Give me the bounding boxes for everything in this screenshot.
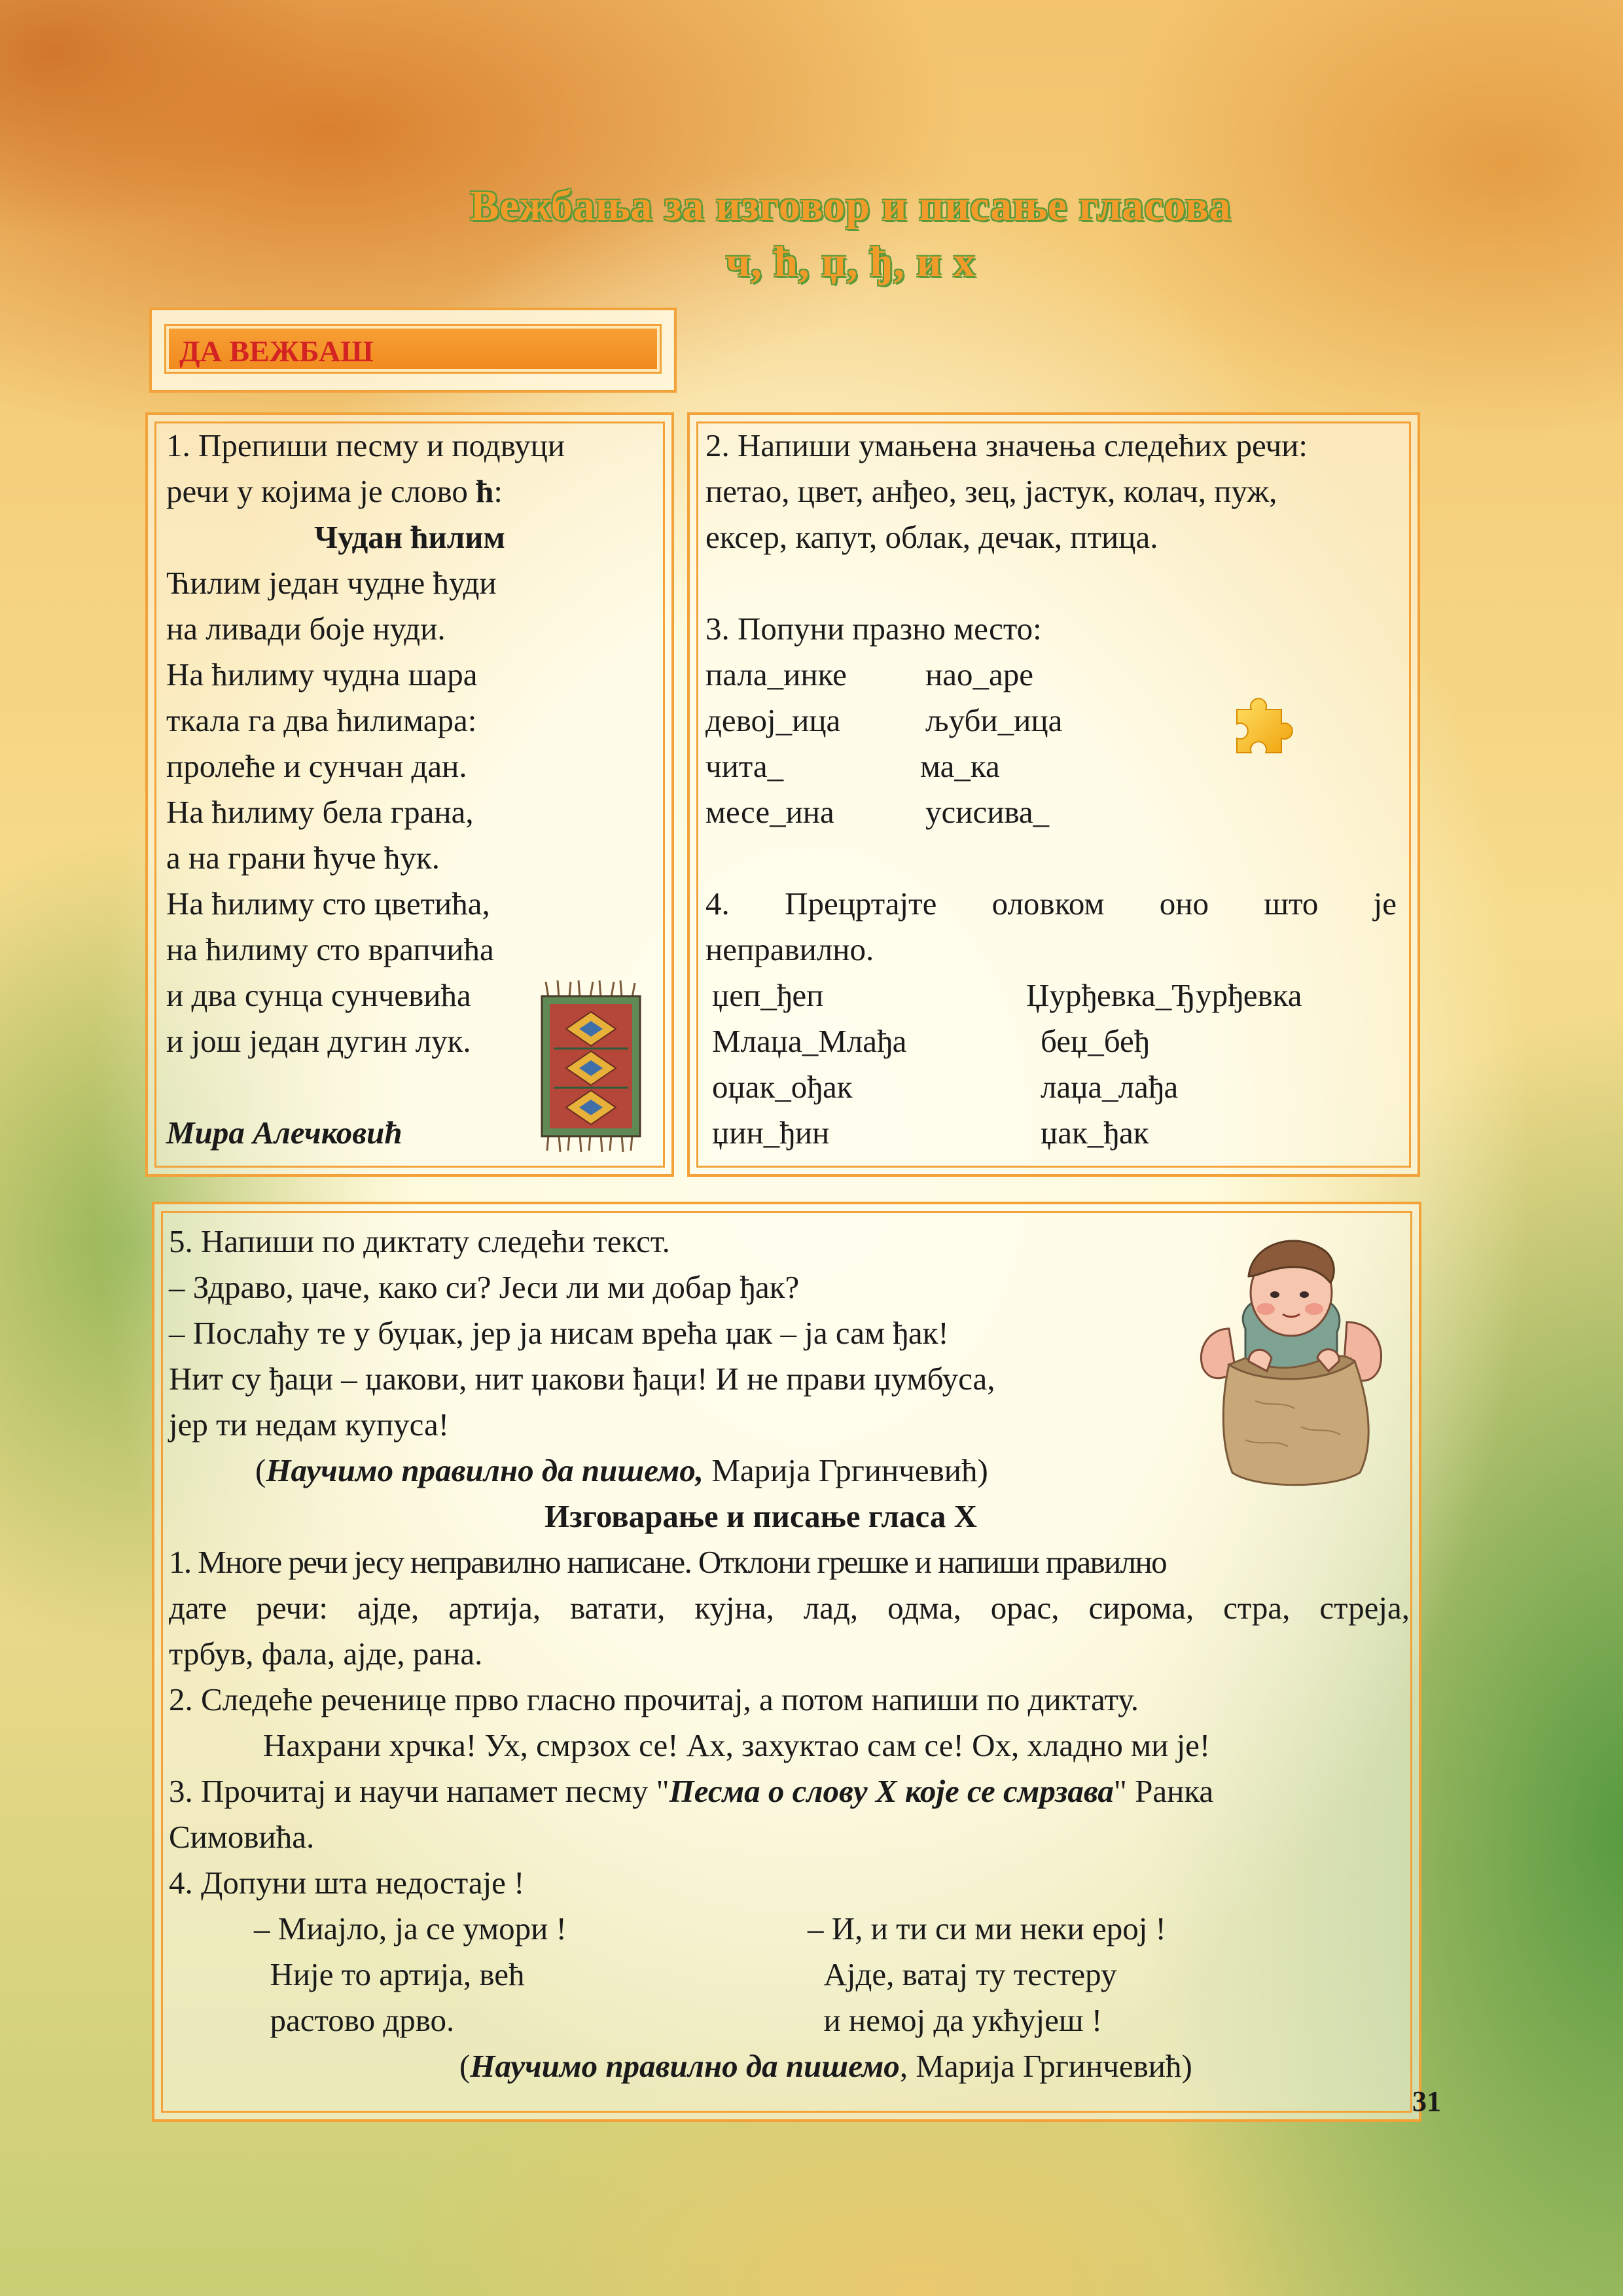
poem-line: на ливади боје нуди.	[166, 611, 446, 647]
task-1-colon: :	[493, 473, 503, 509]
source-book-2: Научимо правилно да пишемо	[470, 2048, 900, 2084]
poem-left-line: растово дрво.	[254, 2002, 455, 2038]
task-3-item: чита_	[705, 748, 784, 784]
task-2-line-1: 2. Напиши умањена значења следећих речи:	[705, 427, 1308, 463]
task-1-line-1: 1. Препиши песму и подвуци	[166, 427, 565, 463]
task-3-item: љуби_ица	[925, 702, 1063, 738]
task-4-item: Млаџа_Млађа	[712, 1023, 907, 1059]
task-1-letter: ћ	[476, 473, 494, 509]
task-5-line: јер ти недам купуса!	[169, 1407, 450, 1443]
task-4-item: џин_ђин	[712, 1115, 830, 1151]
page-title	[366, 178, 1335, 291]
h-task-3-pre: 3. Прочитај и научи напамет песму "	[169, 1773, 669, 1809]
poem-line: На ћилиму сто цветића,	[166, 886, 490, 922]
task-3-item: месе_ина	[705, 794, 834, 830]
source-book-1: Научимо правилно да пишемо,	[266, 1452, 704, 1488]
source-author-1: Марија Гргинчевић)	[704, 1452, 988, 1488]
task-3-item: девој_ица	[705, 702, 841, 738]
source-citation-2: (Научимо правилно да пишемо, Марија Гргинчевић)	[459, 2048, 1192, 2084]
task-3-item: усисива_	[925, 794, 1050, 830]
task-4-item: беџ_беђ	[1041, 1023, 1150, 1059]
exercise-box-tasks	[687, 412, 1420, 1177]
poem-right-line: Ајде, ватај ту тестеру	[808, 1956, 1117, 1992]
h-task-line: 2. Следеће реченице прво гласно прочитај, а потом напиши по диктату.	[169, 1681, 1139, 1717]
task-4-line-1: 4. Прецртајте оловком оно што је	[705, 886, 1397, 922]
task-3-item: пала_инке	[705, 656, 847, 692]
poem-line: а на грани ћуче ћук.	[166, 840, 440, 876]
puzzle-piece-icon	[1225, 690, 1297, 762]
task-4-item: џак_ђак	[1041, 1115, 1149, 1151]
task-5-line: – Здраво, џаче, како си? Јеси ли ми добар ђак?	[169, 1269, 800, 1305]
h-task-4: 4. Допуни шта недостаје !	[169, 1865, 525, 1901]
source-author-2: , Марија Гргинчевић)	[899, 2048, 1192, 2084]
h-task-line: 1. Многе речи јесу неправилно написане. Отклони грешке и напиши правилно	[169, 1544, 1167, 1580]
exercise-box-dictation	[152, 1202, 1421, 2122]
poem-line: и још један дугин лук.	[166, 1023, 471, 1059]
poem-left-line: Није то артија, већ	[254, 1956, 525, 1992]
dictation-sentences: Нахрани хрчка! Ух, смрзох се! Ах, захуктао сам се! Ох, хладно ми је!	[263, 1727, 1211, 1763]
source-citation-1: (Научимо правилно да пишемо, Марија Гргинчевић)	[255, 1452, 988, 1488]
task-1-line-2	[166, 469, 503, 514]
poem-line: пролеће и сунчан дан.	[166, 748, 467, 784]
section-tag-label: ДА ВЕЖБАШ	[179, 334, 374, 368]
poem-line: Ћилим један чудне ћуди	[166, 565, 497, 601]
h-task-3-post: " Ранка	[1113, 1773, 1214, 1809]
task-2-line-2: петао, цвет, анђео, зец, јастук, колач, пуж,	[705, 473, 1277, 509]
poem-line: ткала га два ћилимара:	[166, 702, 477, 738]
section-heading-h: Изговарање и писање гласа Х	[544, 1498, 977, 1534]
task-3-item: нао_аре	[925, 656, 1033, 692]
poem-right-line: – И, и ти си ми неки ерој !	[808, 1910, 1166, 1946]
task-5-line: Нит су ђаци – џакови, нит џакови ђаци! И не прави џумбуса,	[169, 1361, 995, 1397]
task-5-line: – Послаћу те у буџак, јер ја нисам врећа џак – ја сам ђак!	[169, 1315, 949, 1351]
task-1-text: речи у којима је слово	[166, 473, 476, 509]
boy-in-sack-illustration	[1183, 1230, 1399, 1492]
poem-line: На ћилиму чудна шара	[166, 656, 478, 692]
poem-line: На ћилиму бела грана,	[166, 794, 474, 830]
page-number: 31	[1412, 2085, 1441, 2117]
poem-right-line: и немој да укћујеш !	[808, 2002, 1103, 2038]
task-4-item: џеп_ђеп	[712, 977, 824, 1013]
section-tag-bar	[166, 326, 660, 372]
task-5-line: 5. Напиши по диктату следећи текст.	[169, 1223, 670, 1259]
task-3-item: ма_ка	[920, 748, 1000, 784]
title-line-2: ч, ћ, џ, ђ, и х	[726, 238, 976, 286]
title-line-1: Вежбања за изговор и писање гласова	[470, 182, 1232, 230]
h-task-3-cont: Симовића.	[169, 1819, 315, 1855]
task-4-item: лаџа_лађа	[1041, 1069, 1179, 1105]
task-4-item: Џурђевка_Ђурђевка	[1026, 977, 1302, 1013]
h-task-3-song: Песма о слову Х које се смрзава	[669, 1773, 1114, 1809]
h-task-3-line	[169, 1768, 1213, 1814]
exercise-box-poem	[145, 412, 674, 1177]
poem-line: и два сунца сунчевића	[166, 977, 471, 1013]
poem-left-line: – Миајло, ја се умори !	[254, 1910, 567, 1946]
section-tag	[149, 308, 677, 393]
task-3-title: 3. Попуни празно место:	[705, 611, 1042, 647]
poem-author: Мира Алечковић	[166, 1115, 402, 1151]
h-task-line: трбув, фала, ајде, рана.	[169, 1636, 483, 1672]
poem-line: на ћилиму сто врапчића	[166, 931, 494, 967]
task-4-item: оџак_ођак	[712, 1069, 853, 1105]
poem-title: Чудан ћилим	[314, 519, 505, 555]
h-task-line: дате речи: ајде, артија, ватати, кујна, лад, одма, орас, сирома, стра, стреја,	[169, 1590, 1410, 1626]
task-2-line-3: ексер, капут, облак, дечак, птица.	[705, 519, 1158, 555]
rug-illustration	[534, 978, 652, 1155]
task-4-line-2: неправилно.	[705, 931, 874, 967]
